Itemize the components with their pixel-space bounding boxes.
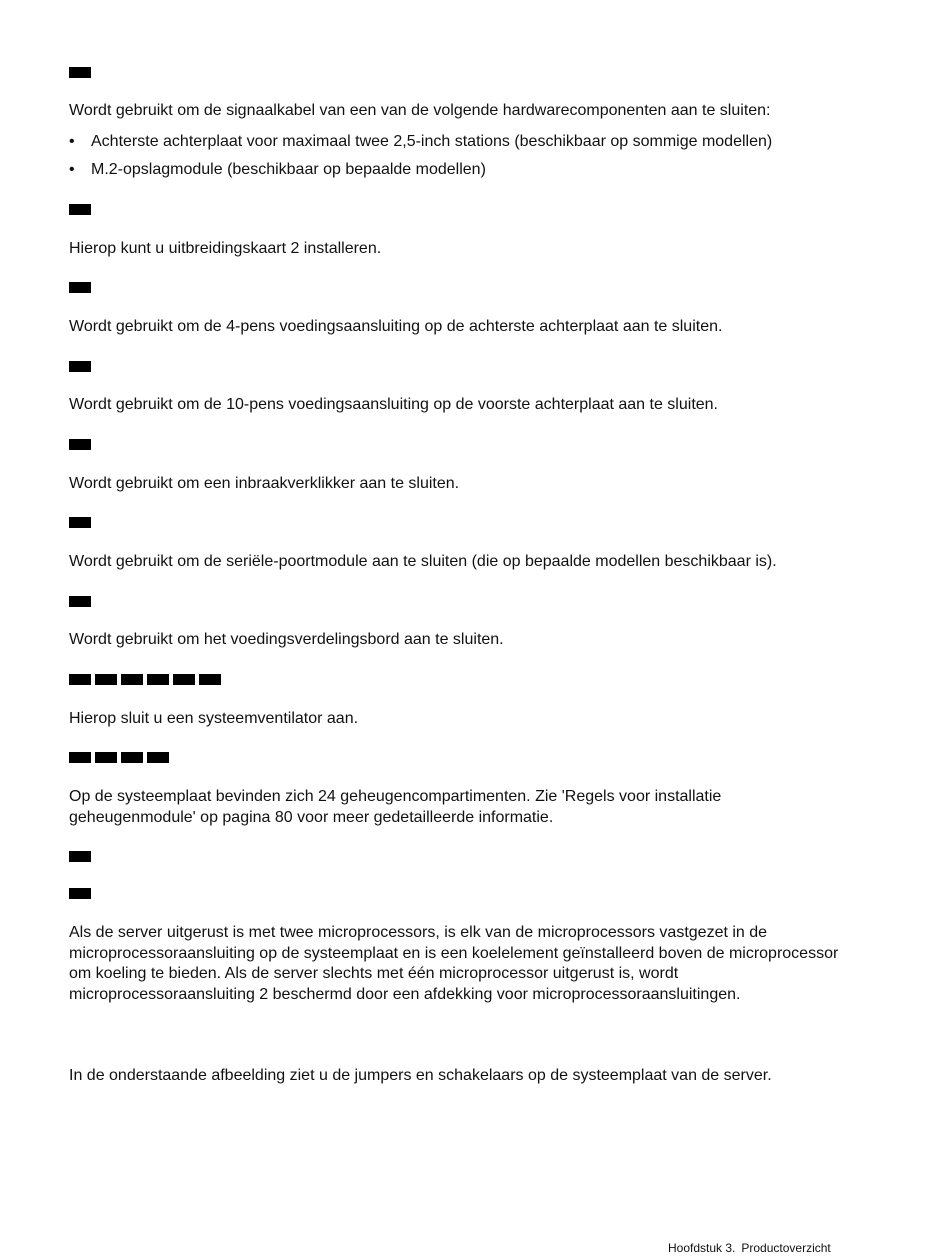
callout-marker	[69, 361, 91, 372]
callout-marker	[69, 282, 91, 293]
callout-marker	[69, 204, 91, 215]
paragraph: Wordt gebruikt om de 10-pens voedingsaansluiting op de voorste achterplaat aan te sluiten.	[69, 396, 718, 413]
page-footer	[668, 1241, 831, 1255]
paragraph: In de onderstaande afbeelding ziet u de jumpers en schakelaars op de systeemplaat van de server.	[69, 1067, 772, 1084]
list-item	[69, 132, 772, 152]
footer-chapter: Hoofdstuk 3.	[668, 1241, 736, 1255]
callout-marker	[69, 851, 91, 862]
paragraph: Wordt gebruikt om de 4-pens voedingsaansluiting op de achterste achterplaat aan te sluiten.	[69, 318, 723, 335]
paragraph-line: Als de server uitgerust is met twee microprocessors, is elk van de microprocessors vastgezet in de	[69, 924, 768, 941]
callout-marker	[69, 439, 91, 450]
callout-marker	[69, 888, 91, 899]
paragraph: Wordt gebruikt om een inbraakverklikker aan te sluiten.	[69, 475, 460, 492]
paragraph: Hierop kunt u uitbreidingskaart 2 installeren.	[69, 240, 382, 257]
callout-marker-group	[69, 752, 169, 763]
paragraph: Wordt gebruikt om de signaalkabel van een van de volgende hardwarecomponenten aan te sluiten:	[69, 102, 771, 119]
list-item-text: Achterste achterplaat voor maximaal twee 2,5-inch stations (beschikbaar op sommige modellen)	[91, 133, 773, 150]
callout-marker	[69, 517, 91, 528]
paragraph	[69, 787, 909, 828]
bullet-symbol: •	[69, 161, 75, 178]
paragraph: Wordt gebruikt om de seriële-poortmodule aan te sluiten (die op bepaalde modellen beschikbaar is).	[69, 553, 777, 570]
list-item-text: M.2-opslagmodule (beschikbaar op bepaalde modellen)	[91, 161, 486, 178]
paragraph	[69, 923, 909, 1005]
bullet-symbol: •	[69, 133, 75, 150]
list-item	[69, 160, 486, 180]
paragraph-line: geheugenmodule' op pagina 80 voor meer gedetailleerde informatie.	[69, 808, 554, 826]
callout-marker	[69, 67, 91, 78]
callout-marker	[69, 596, 91, 607]
paragraph-line: om koeling te bieden. Als de server slechts met één microprocessor uitgerust is, wordt	[69, 965, 679, 982]
paragraph-line: Op de systeemplaat bevinden zich 24 geheugencompartimenten. Zie 'Regels voor installatie	[69, 788, 722, 805]
paragraph: Wordt gebruikt om het voedingsverdelingsbord aan te sluiten.	[69, 631, 504, 648]
paragraph: Hierop sluit u een systeemventilator aan.	[69, 710, 359, 727]
paragraph-line: microprocessoraansluiting op de systeemplaat en is een koelelement geïnstalleerd boven de microprocessor	[69, 944, 839, 962]
footer-title: Productoverzicht	[741, 1241, 831, 1255]
paragraph-line: microprocessoraansluiting 2 beschermd door een afdekking voor microprocessoraansluitingen.	[69, 985, 741, 1003]
callout-marker-group	[69, 674, 221, 685]
